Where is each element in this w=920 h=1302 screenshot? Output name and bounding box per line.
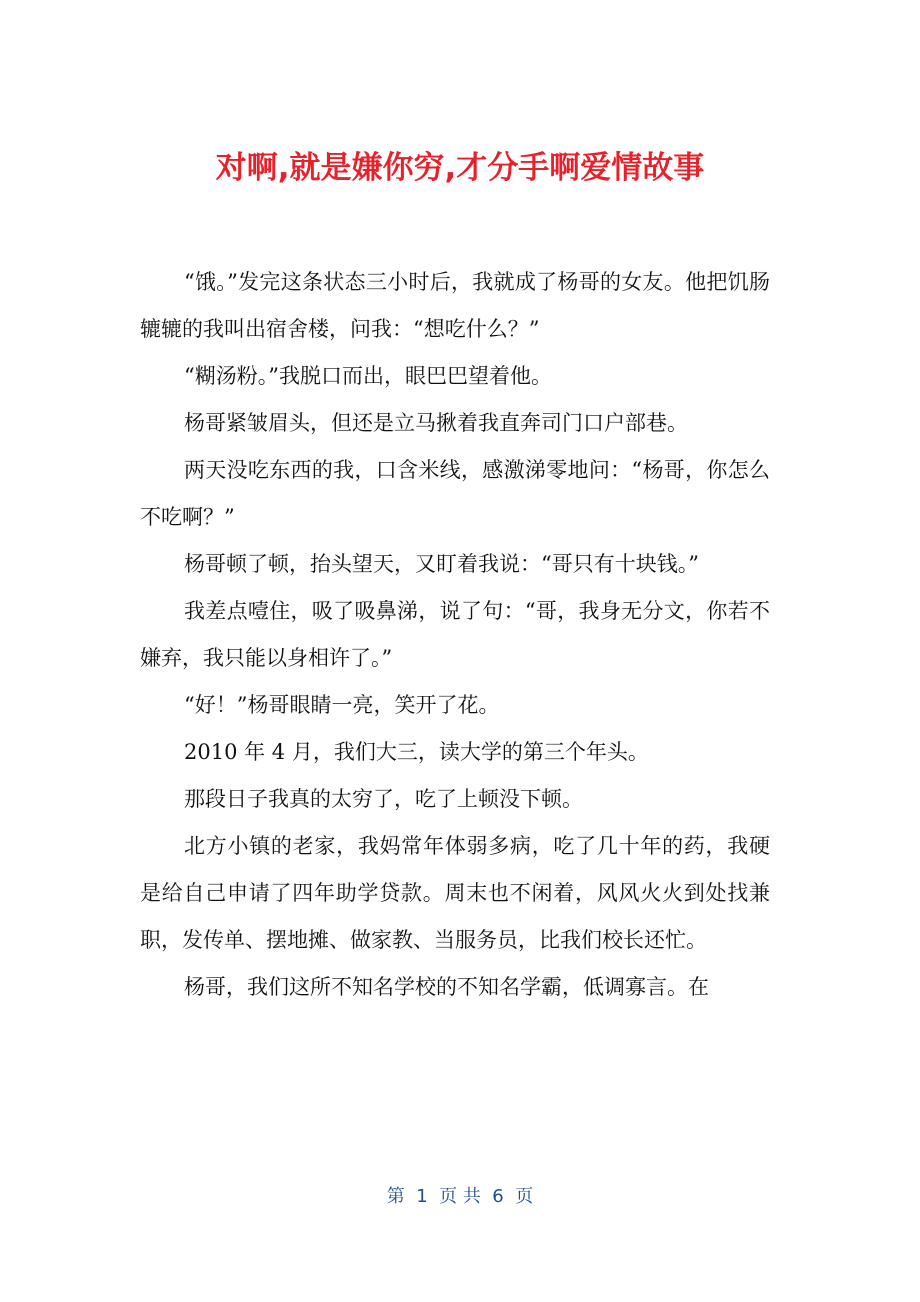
paragraph: 2010 年 4 月，我们大三，读大学的第三个年头。: [184, 740, 649, 764]
paragraph: 两天没吃东西的我，口含米线，感激涕零地问：“杨哥，你怎么不吃啊？”: [140, 458, 770, 529]
paragraph: “饿。”发完这条状态三小时后，我就成了杨哥的女友。他把饥肠辘辘的我叫出宿舍楼，问我：“想吃什么？”: [140, 270, 770, 341]
paragraph: 杨哥紧皱眉头，但还是立马揪着我直奔司门口户部巷。: [184, 411, 688, 435]
paragraph: 那段日子我真的太穷了，吃了上顿没下顿。: [184, 787, 583, 811]
paragraph: “糊汤粉。”我脱口而出，眼巴巴望着他。: [184, 364, 552, 388]
paragraph: “好！”杨哥眼睛一亮，笑开了花。: [184, 693, 500, 717]
page-number-footer: 第 1 页 共 6 页: [386, 1186, 534, 1207]
paragraph: 杨哥顿了顿，抬头望天，又盯着我说：“哥只有十块钱。”: [184, 552, 699, 576]
document-title: 对啊,就是嫌你穷,才分手啊爱情故事: [215, 150, 705, 186]
document-body: [140, 259, 770, 1011]
paragraph: 杨哥，我们这所不知名学校的不知名学霸，低调寡言。在: [184, 975, 709, 999]
paragraph: 我差点噎住，吸了吸鼻涕，说了句：“哥，我身无分文，你若不嫌弃，我只能以身相许了。”: [140, 599, 770, 670]
paragraph: 北方小镇的老家，我妈常年体弱多病，吃了几十年的药，我硬是给自己申请了四年助学贷款。周末也不闲着，风风火火到处找兼职，发传单、摆地摊、做家教、当服务员，比我们校长还忙。: [140, 834, 770, 952]
